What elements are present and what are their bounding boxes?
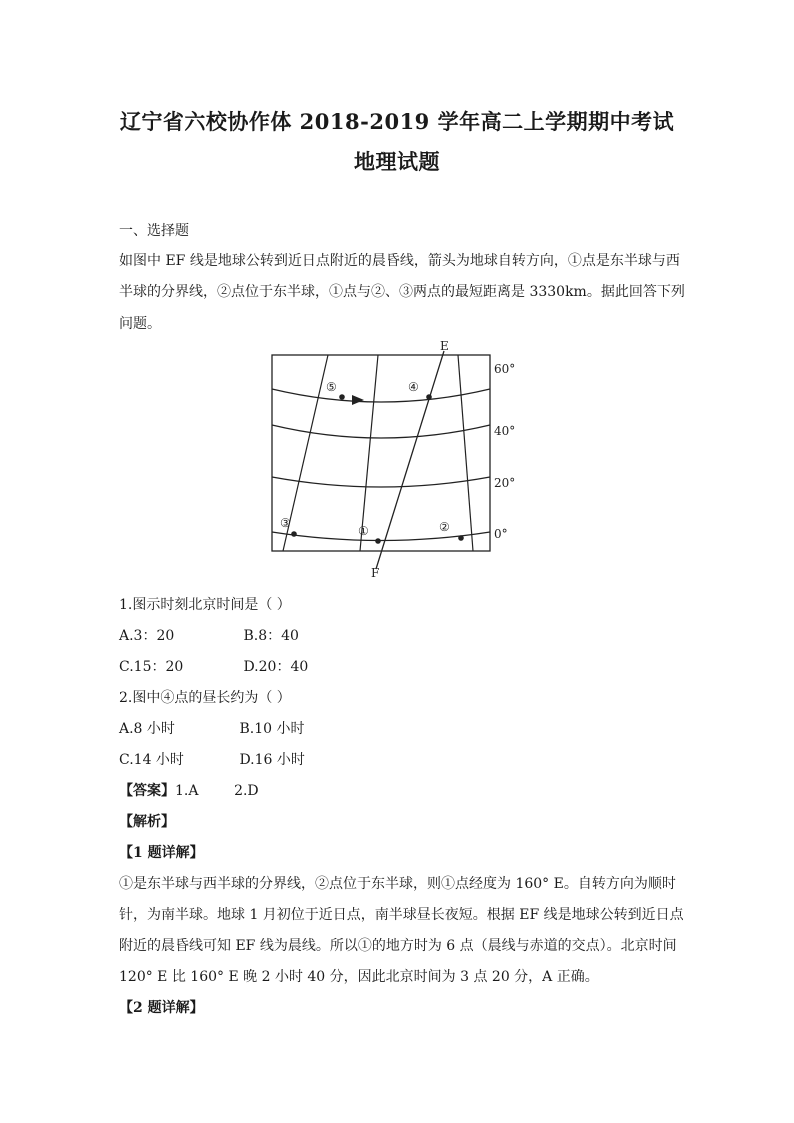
meridian-line-2 [360,355,378,551]
point-5 [339,394,345,400]
terminator-map-figure [268,337,528,582]
q2-option-c: C.14 小时 [119,752,184,768]
point-label-2: ② [439,520,450,534]
latitude-20-line [272,477,490,487]
question-1-options-row-2 [119,656,308,676]
detail-1-line-1: ①是东半球与西半球的分界线，②点位于东半球，则①点经度为 160° E。自转方向为顺时 [119,876,676,892]
point-label-5: ⑤ [326,380,337,394]
q1-option-a: A.3：20 [119,628,175,644]
answer-row [119,780,259,800]
exam-subtitle: 地理试题 [354,149,440,174]
map-frame [272,355,490,551]
lat-label-20: 20° [494,476,516,490]
rotation-arrow-icon [352,395,364,405]
answer-value: 1.A 2.D [175,783,259,799]
latitude-60-line [272,389,490,402]
answer-label: 【答案】 [119,783,175,799]
point-label-3: ③ [280,516,291,530]
meridian-line-3 [458,355,473,551]
lat-label-0: 0° [494,527,508,541]
section-heading: 一、选择题 [119,223,189,239]
detail-1-label: 【1 题详解】 [119,845,204,861]
label-E: E [440,339,449,353]
analysis-label: 【解析】 [119,814,175,830]
q1-option-c: C.15：20 [119,659,184,675]
point-3 [291,531,297,537]
point-1 [375,538,381,544]
latitude-0-line [272,532,490,541]
intro-line-1: 如图中 EF 线是地球公转到近日点附近的晨昏线，箭头为地球自转方向，①点是东半球与西 [119,253,680,269]
detail-2-label: 【2 题详解】 [119,1000,204,1016]
q2-option-b: B.10 小时 [239,721,305,737]
intro-line-3: 问题。 [119,316,161,332]
detail-1-line-4: 120° E 比 160° E 晚 2 小时 40 分，因此北京时间为 3 点 20 分，A 正确。 [119,969,599,985]
lat-label-40: 40° [494,424,516,438]
point-label-4: ④ [408,380,419,394]
intro-line-2: 半球的分界线，②点位于东半球，①点与②、③两点的最短距离是 3330km。据此回答下列 [119,284,685,300]
label-F: F [371,566,380,580]
point-2 [458,535,464,541]
detail-1-line-2: 针，为南半球。地球 1 月初位于近日点，南半球昼长夜短。根据 EF 线是地球公转到近日点 [119,907,684,923]
question-1-stem: 1.图示时刻北京时间是（ ） [119,597,291,613]
point-label-1: ① [358,524,369,538]
q1-option-b: B.8：40 [243,628,299,644]
lat-label-60: 60° [494,362,516,376]
question-2-options-row-2 [119,749,305,769]
question-1-options-row-1 [119,625,299,645]
q1-option-d: D.20：40 [243,659,309,675]
q2-option-d: D.16 小时 [239,752,305,768]
latitude-40-line [272,425,490,438]
question-2-stem: 2.图中④点的昼长约为（ ） [119,690,291,706]
detail-1-line-3: 附近的晨昏线可知 EF 线为晨线。所以①的地方时为 6 点（晨线与赤道的交点）。北京时间 [119,938,677,954]
question-2-options-row-1 [119,718,304,738]
point-4 [426,394,432,400]
exam-title: 辽宁省六校协作体 2018-2019 学年高二上学期期中考试 [119,109,675,134]
q2-option-a: A.8 小时 [119,721,175,737]
